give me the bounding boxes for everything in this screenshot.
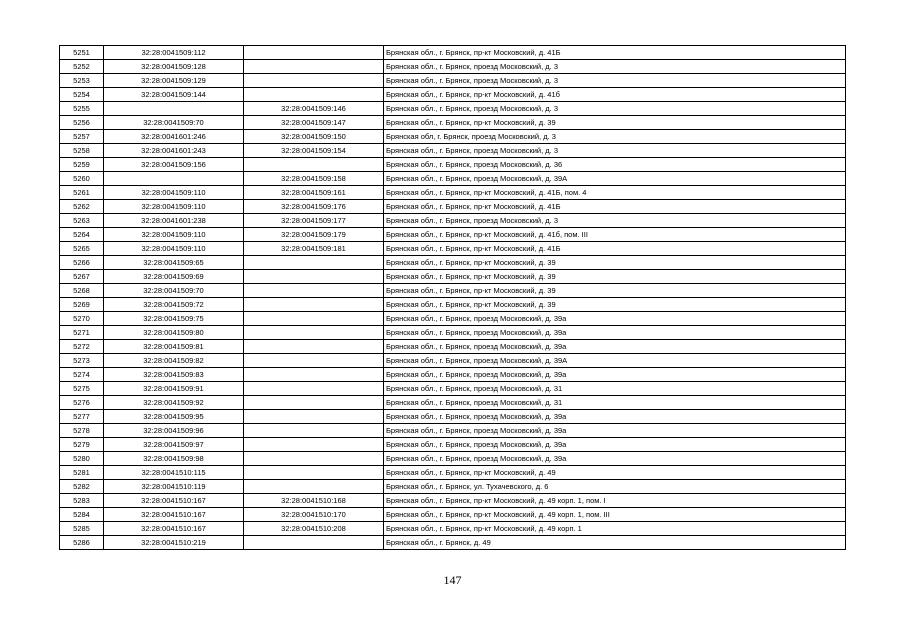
table-row bbox=[60, 494, 846, 508]
row-number-cell: 5272 bbox=[60, 340, 104, 354]
row-number-cell: 5281 bbox=[60, 466, 104, 480]
row-number-cell: 5282 bbox=[60, 480, 104, 494]
cadastral-number-cell: 32:28:0041510:115 bbox=[104, 466, 244, 480]
cadastral-number-cell: 32:28:0041509:75 bbox=[104, 312, 244, 326]
address-cell: Брянская обл., г. Брянск, пр-кт Московский, д. 41б bbox=[384, 88, 846, 102]
cadastral-number-cell: 32:28:0041509:92 bbox=[104, 396, 244, 410]
cadastral-number-cell: 32:28:0041509:156 bbox=[104, 158, 244, 172]
address-cell: Брянская обл., г. Брянск, пр-кт Московский, д. 49 корп. 1, пом. III bbox=[384, 508, 846, 522]
cadastral-number-cell: 32:28:0041509:110 bbox=[104, 242, 244, 256]
parent-cadastral-number-cell bbox=[244, 424, 384, 438]
row-number-cell: 5275 bbox=[60, 382, 104, 396]
row-number-cell: 5255 bbox=[60, 102, 104, 116]
table-row bbox=[60, 396, 846, 410]
parent-cadastral-number-cell bbox=[244, 466, 384, 480]
address-cell: Брянская обл., г. Брянск, пр-кт Московский, д. 49 корп. 1, пом. I bbox=[384, 494, 846, 508]
table-row bbox=[60, 368, 846, 382]
table-row bbox=[60, 284, 846, 298]
parent-cadastral-number-cell: 32:28:0041509:177 bbox=[244, 214, 384, 228]
row-number-cell: 5251 bbox=[60, 46, 104, 60]
table-row bbox=[60, 242, 846, 256]
row-number-cell: 5252 bbox=[60, 60, 104, 74]
row-number-cell: 5266 bbox=[60, 256, 104, 270]
cadastral-number-cell: 32:28:0041509:69 bbox=[104, 270, 244, 284]
row-number-cell: 5268 bbox=[60, 284, 104, 298]
cadastral-number-cell: 32:28:0041601:246 bbox=[104, 130, 244, 144]
parent-cadastral-number-cell bbox=[244, 256, 384, 270]
address-cell: Брянская обл., г. Брянск, пр-кт Московский, д. 41Б bbox=[384, 46, 846, 60]
address-cell: Брянская обл., г. Брянск, пр-кт Московский, д. 39 bbox=[384, 270, 846, 284]
row-number-cell: 5267 bbox=[60, 270, 104, 284]
row-number-cell: 5259 bbox=[60, 158, 104, 172]
row-number-cell: 5271 bbox=[60, 326, 104, 340]
cadastral-number-cell: 32:28:0041509:95 bbox=[104, 410, 244, 424]
address-cell: Брянская обл., г. Брянск, проезд Московский, д. 39А bbox=[384, 354, 846, 368]
row-number-cell: 5285 bbox=[60, 522, 104, 536]
table-row bbox=[60, 480, 846, 494]
cadastral-number-cell: 32:28:0041509:82 bbox=[104, 354, 244, 368]
cadastral-number-cell: 32:28:0041509:128 bbox=[104, 60, 244, 74]
table-row bbox=[60, 130, 846, 144]
table-row bbox=[60, 214, 846, 228]
parent-cadastral-number-cell bbox=[244, 158, 384, 172]
table-row bbox=[60, 326, 846, 340]
parent-cadastral-number-cell: 32:28:0041509:176 bbox=[244, 200, 384, 214]
row-number-cell: 5265 bbox=[60, 242, 104, 256]
row-number-cell: 5283 bbox=[60, 494, 104, 508]
cadastral-number-cell: 32:28:0041509:70 bbox=[104, 116, 244, 130]
address-cell: Брянская обл., г. Брянск, пр-кт Московский, д. 41Б bbox=[384, 242, 846, 256]
address-cell: Брянская обл., г. Брянск, пр-кт Московский, д. 39 bbox=[384, 284, 846, 298]
row-number-cell: 5273 bbox=[60, 354, 104, 368]
parent-cadastral-number-cell bbox=[244, 326, 384, 340]
address-cell: Брянская обл., г. Брянск, проезд Московский, д. 39а bbox=[384, 452, 846, 466]
parent-cadastral-number-cell bbox=[244, 46, 384, 60]
parent-cadastral-number-cell bbox=[244, 438, 384, 452]
parent-cadastral-number-cell: 32:28:0041509:150 bbox=[244, 130, 384, 144]
cadastral-number-cell: 32:28:0041509:110 bbox=[104, 186, 244, 200]
table-row bbox=[60, 172, 846, 186]
address-cell: Брянская обл., г. Брянск, пр-кт Московский, д. 39 bbox=[384, 116, 846, 130]
row-number-cell: 5280 bbox=[60, 452, 104, 466]
cadastral-number-cell: 32:28:0041510:167 bbox=[104, 522, 244, 536]
table-row bbox=[60, 522, 846, 536]
table-row bbox=[60, 158, 846, 172]
address-cell: Брянская обл., г. Брянск, проезд Московский, д. 3 bbox=[384, 214, 846, 228]
row-number-cell: 5284 bbox=[60, 508, 104, 522]
address-cell: Брянская обл., г. Брянск, проезд Московский, д. 3 bbox=[384, 102, 846, 116]
parent-cadastral-number-cell bbox=[244, 382, 384, 396]
address-cell: Брянская обл., г. Брянск, проезд Московский, д. 31 bbox=[384, 396, 846, 410]
register-table bbox=[59, 45, 846, 550]
table-row bbox=[60, 256, 846, 270]
table-row bbox=[60, 186, 846, 200]
table-row bbox=[60, 74, 846, 88]
table-row bbox=[60, 46, 846, 60]
address-cell: Брянская обл., г. Брянск, проезд Московский, д. 36 bbox=[384, 158, 846, 172]
cadastral-number-cell: 32:28:0041509:81 bbox=[104, 340, 244, 354]
parent-cadastral-number-cell: 32:28:0041510:168 bbox=[244, 494, 384, 508]
cadastral-number-cell bbox=[104, 172, 244, 186]
cadastral-number-cell: 32:28:0041509:97 bbox=[104, 438, 244, 452]
parent-cadastral-number-cell bbox=[244, 354, 384, 368]
parent-cadastral-number-cell bbox=[244, 74, 384, 88]
row-number-cell: 5274 bbox=[60, 368, 104, 382]
cadastral-number-cell: 32:28:0041510:167 bbox=[104, 494, 244, 508]
address-cell: Брянская обл., г. Брянск, проезд Московский, д. 39а bbox=[384, 312, 846, 326]
table-row bbox=[60, 438, 846, 452]
row-number-cell: 5262 bbox=[60, 200, 104, 214]
row-number-cell: 5257 bbox=[60, 130, 104, 144]
row-number-cell: 5253 bbox=[60, 74, 104, 88]
address-cell: Брянская обл., г. Брянск, проезд Московский, д. 39а bbox=[384, 340, 846, 354]
row-number-cell: 5278 bbox=[60, 424, 104, 438]
cadastral-number-cell: 32:28:0041509:80 bbox=[104, 326, 244, 340]
cadastral-number-cell: 32:28:0041510:167 bbox=[104, 508, 244, 522]
register-table-body bbox=[60, 46, 846, 550]
parent-cadastral-number-cell: 32:28:0041509:158 bbox=[244, 172, 384, 186]
table-row bbox=[60, 424, 846, 438]
parent-cadastral-number-cell: 32:28:0041509:179 bbox=[244, 228, 384, 242]
address-cell: Брянская обл., г. Брянск, д. 49 bbox=[384, 536, 846, 550]
table-row bbox=[60, 536, 846, 550]
cadastral-number-cell: 32:28:0041509:70 bbox=[104, 284, 244, 298]
table-row bbox=[60, 144, 846, 158]
table-row bbox=[60, 102, 846, 116]
row-number-cell: 5261 bbox=[60, 186, 104, 200]
parent-cadastral-number-cell: 32:28:0041509:147 bbox=[244, 116, 384, 130]
parent-cadastral-number-cell bbox=[244, 410, 384, 424]
address-cell: Брянская обл., г. Брянск, проезд Московский, д. 39а bbox=[384, 326, 846, 340]
address-cell: Брянская обл., г. Брянск, проезд Московский, д. 3 bbox=[384, 60, 846, 74]
parent-cadastral-number-cell: 32:28:0041509:154 bbox=[244, 144, 384, 158]
parent-cadastral-number-cell: 32:28:0041509:146 bbox=[244, 102, 384, 116]
table-row bbox=[60, 200, 846, 214]
row-number-cell: 5263 bbox=[60, 214, 104, 228]
table-row bbox=[60, 88, 846, 102]
address-cell: Брянская обл., г. Брянск, пр-кт Московский, д. 39 bbox=[384, 256, 846, 270]
parent-cadastral-number-cell bbox=[244, 298, 384, 312]
address-cell: Брянская обл., г. Брянск, проезд Московский, д. 31 bbox=[384, 382, 846, 396]
page-number: 147 bbox=[443, 573, 462, 587]
cadastral-number-cell: 32:28:0041509:112 bbox=[104, 46, 244, 60]
address-cell: Брянская обл., г. Брянск, пр-кт Московский, д. 41Б, пом. 4 bbox=[384, 186, 846, 200]
row-number-cell: 5256 bbox=[60, 116, 104, 130]
table-row bbox=[60, 298, 846, 312]
row-number-cell: 5269 bbox=[60, 298, 104, 312]
address-cell: Брянская обл., г. Брянск, пр-кт Московский, д. 49 bbox=[384, 466, 846, 480]
table-row bbox=[60, 466, 846, 480]
cadastral-number-cell: 32:28:0041509:129 bbox=[104, 74, 244, 88]
address-cell: Брянская обл., г. Брянск, проезд Московский, д. 39а bbox=[384, 410, 846, 424]
cadastral-number-cell: 32:28:0041509:110 bbox=[104, 228, 244, 242]
row-number-cell: 5264 bbox=[60, 228, 104, 242]
parent-cadastral-number-cell bbox=[244, 60, 384, 74]
address-cell: Брянская обл., г. Брянск, проезд Московский, д. 39а bbox=[384, 424, 846, 438]
address-cell: Брянская обл., г. Брянск, проезд Московский, д. 39а bbox=[384, 438, 846, 452]
address-cell: Брянская обл., г. Брянск, пр-кт Московский, д. 49 корп. 1 bbox=[384, 522, 846, 536]
table-row bbox=[60, 354, 846, 368]
cadastral-number-cell: 32:28:0041601:238 bbox=[104, 214, 244, 228]
parent-cadastral-number-cell: 32:28:0041509:181 bbox=[244, 242, 384, 256]
address-cell: Брянская обл, г. Брянск, проезд Московский, д. 3 bbox=[384, 130, 846, 144]
address-cell: Брянская обл., г. Брянск, ул. Тухачевского, д. 6 bbox=[384, 480, 846, 494]
parent-cadastral-number-cell bbox=[244, 536, 384, 550]
parent-cadastral-number-cell bbox=[244, 284, 384, 298]
table-row bbox=[60, 452, 846, 466]
table-row bbox=[60, 508, 846, 522]
row-number-cell: 5286 bbox=[60, 536, 104, 550]
cadastral-number-cell: 32:28:0041509:110 bbox=[104, 200, 244, 214]
row-number-cell: 5277 bbox=[60, 410, 104, 424]
row-number-cell: 5260 bbox=[60, 172, 104, 186]
table-row bbox=[60, 410, 846, 424]
row-number-cell: 5254 bbox=[60, 88, 104, 102]
address-cell: Брянская обл., г. Брянск, пр-кт Московский, д. 39 bbox=[384, 298, 846, 312]
cadastral-number-cell: 32:28:0041509:72 bbox=[104, 298, 244, 312]
cadastral-number-cell: 32:28:0041510:219 bbox=[104, 536, 244, 550]
row-number-cell: 5279 bbox=[60, 438, 104, 452]
cadastral-number-cell: 32:28:0041510:119 bbox=[104, 480, 244, 494]
parent-cadastral-number-cell bbox=[244, 312, 384, 326]
address-cell: Брянская обл., г. Брянск, проезд Московский, д. 39а bbox=[384, 368, 846, 382]
row-number-cell: 5276 bbox=[60, 396, 104, 410]
table-row bbox=[60, 270, 846, 284]
cadastral-number-cell: 32:28:0041601:243 bbox=[104, 144, 244, 158]
cadastral-number-cell: 32:28:0041509:144 bbox=[104, 88, 244, 102]
address-cell: Брянская обл., г. Брянск, проезд Московский, д. 3 bbox=[384, 74, 846, 88]
table-row bbox=[60, 312, 846, 326]
cadastral-number-cell: 32:28:0041509:98 bbox=[104, 452, 244, 466]
parent-cadastral-number-cell bbox=[244, 452, 384, 466]
parent-cadastral-number-cell bbox=[244, 368, 384, 382]
row-number-cell: 5270 bbox=[60, 312, 104, 326]
address-cell: Брянская обл., г. Брянск, проезд Московский, д. 3 bbox=[384, 144, 846, 158]
cadastral-number-cell: 32:28:0041509:96 bbox=[104, 424, 244, 438]
address-cell: Брянская обл., г. Брянск, пр-кт Московский, д. 41б, пом. III bbox=[384, 228, 846, 242]
parent-cadastral-number-cell bbox=[244, 88, 384, 102]
parent-cadastral-number-cell bbox=[244, 480, 384, 494]
table-row bbox=[60, 382, 846, 396]
table-row bbox=[60, 116, 846, 130]
parent-cadastral-number-cell: 32:28:0041510:170 bbox=[244, 508, 384, 522]
table-row bbox=[60, 60, 846, 74]
parent-cadastral-number-cell bbox=[244, 270, 384, 284]
cadastral-number-cell: 32:28:0041509:91 bbox=[104, 382, 244, 396]
address-cell: Брянская обл., г. Брянск, пр-кт Московский, д. 41Б bbox=[384, 200, 846, 214]
parent-cadastral-number-cell: 32:28:0041510:208 bbox=[244, 522, 384, 536]
cadastral-number-cell: 32:28:0041509:65 bbox=[104, 256, 244, 270]
row-number-cell: 5258 bbox=[60, 144, 104, 158]
parent-cadastral-number-cell: 32:28:0041509:161 bbox=[244, 186, 384, 200]
table-row bbox=[60, 340, 846, 354]
cadastral-number-cell bbox=[104, 102, 244, 116]
address-cell: Брянская обл., г. Брянск, проезд Московский, д. 39А bbox=[384, 172, 846, 186]
parent-cadastral-number-cell bbox=[244, 340, 384, 354]
cadastral-number-cell: 32:28:0041509:83 bbox=[104, 368, 244, 382]
parent-cadastral-number-cell bbox=[244, 396, 384, 410]
table-row bbox=[60, 228, 846, 242]
